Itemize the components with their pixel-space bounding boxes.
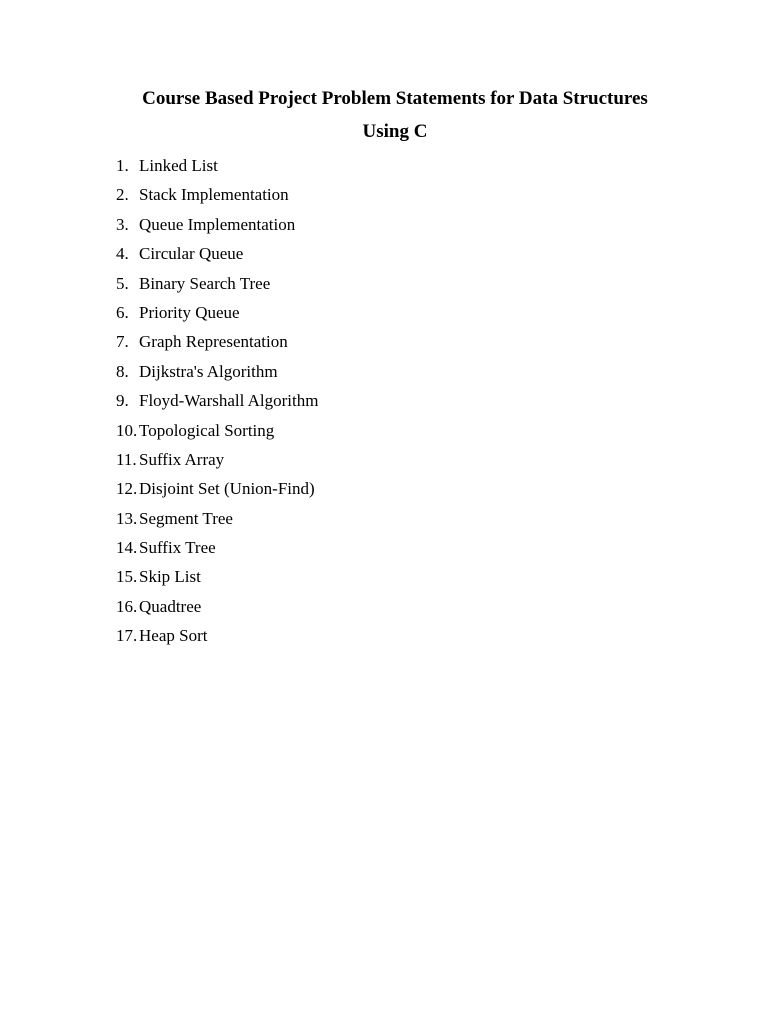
item-number: 17.: [116, 626, 138, 646]
item-number: 12.: [116, 479, 138, 499]
item-text: Topological Sorting: [139, 420, 275, 440]
item-number: 1.: [116, 156, 129, 175]
item-text: Suffix Tree: [139, 538, 216, 558]
item-text: Queue Implementation: [139, 214, 296, 234]
item-number: 7.: [116, 332, 129, 352]
list-item: [116, 474, 318, 503]
list-item: [116, 210, 318, 239]
item-number: 10.: [116, 420, 138, 440]
item-text: Heap Sort: [139, 626, 208, 646]
item-text: Segment Tree: [139, 508, 233, 528]
list-item: [116, 327, 318, 356]
item-text: Graph Representation: [139, 332, 288, 352]
list-item: [116, 416, 318, 445]
list-item: [116, 269, 318, 298]
item-number: 15.: [116, 567, 138, 587]
item-number: 9.: [116, 391, 129, 411]
item-text: Floyd-Warshall Algorithm: [139, 391, 319, 411]
item-text: Linked List: [139, 156, 218, 175]
item-number: 14.: [116, 538, 138, 558]
item-text: Binary Search Tree: [139, 273, 271, 293]
item-text: Priority Queue: [139, 302, 240, 322]
item-number: 11.: [116, 449, 137, 469]
item-number: 2.: [116, 185, 129, 205]
item-text: Stack Implementation: [139, 185, 289, 205]
list-item: [116, 386, 318, 415]
list-item: [116, 533, 318, 562]
item-number: 6.: [116, 302, 129, 322]
item-number: 13.: [116, 508, 138, 528]
list-item: [116, 357, 318, 386]
item-text: Suffix Array: [139, 449, 225, 469]
item-number: 16.: [116, 596, 138, 616]
list-item: [116, 445, 318, 474]
item-number: 8.: [116, 361, 129, 381]
item-text: Dijkstra's Algorithm: [139, 361, 278, 381]
list-item: [116, 562, 318, 591]
list-item: [116, 592, 318, 621]
list-item: [116, 621, 318, 650]
list-item: [116, 180, 318, 209]
item-number: 3.: [116, 214, 129, 234]
list-item: [116, 504, 318, 533]
document-title: Course Based Project Problem Statements for Data Structures: [142, 88, 648, 109]
item-text: Circular Queue: [139, 244, 244, 264]
list-item: [116, 151, 318, 180]
list-item: [116, 239, 318, 268]
item-text: Quadtree: [139, 596, 202, 616]
problem-list: [116, 151, 318, 651]
item-number: 4.: [116, 244, 129, 264]
list-item: [116, 298, 318, 327]
item-text: Skip List: [139, 567, 201, 587]
document-subtitle: Using C: [362, 121, 428, 142]
item-number: 5.: [116, 273, 129, 293]
item-text: Disjoint Set (Union-Find): [139, 479, 315, 499]
